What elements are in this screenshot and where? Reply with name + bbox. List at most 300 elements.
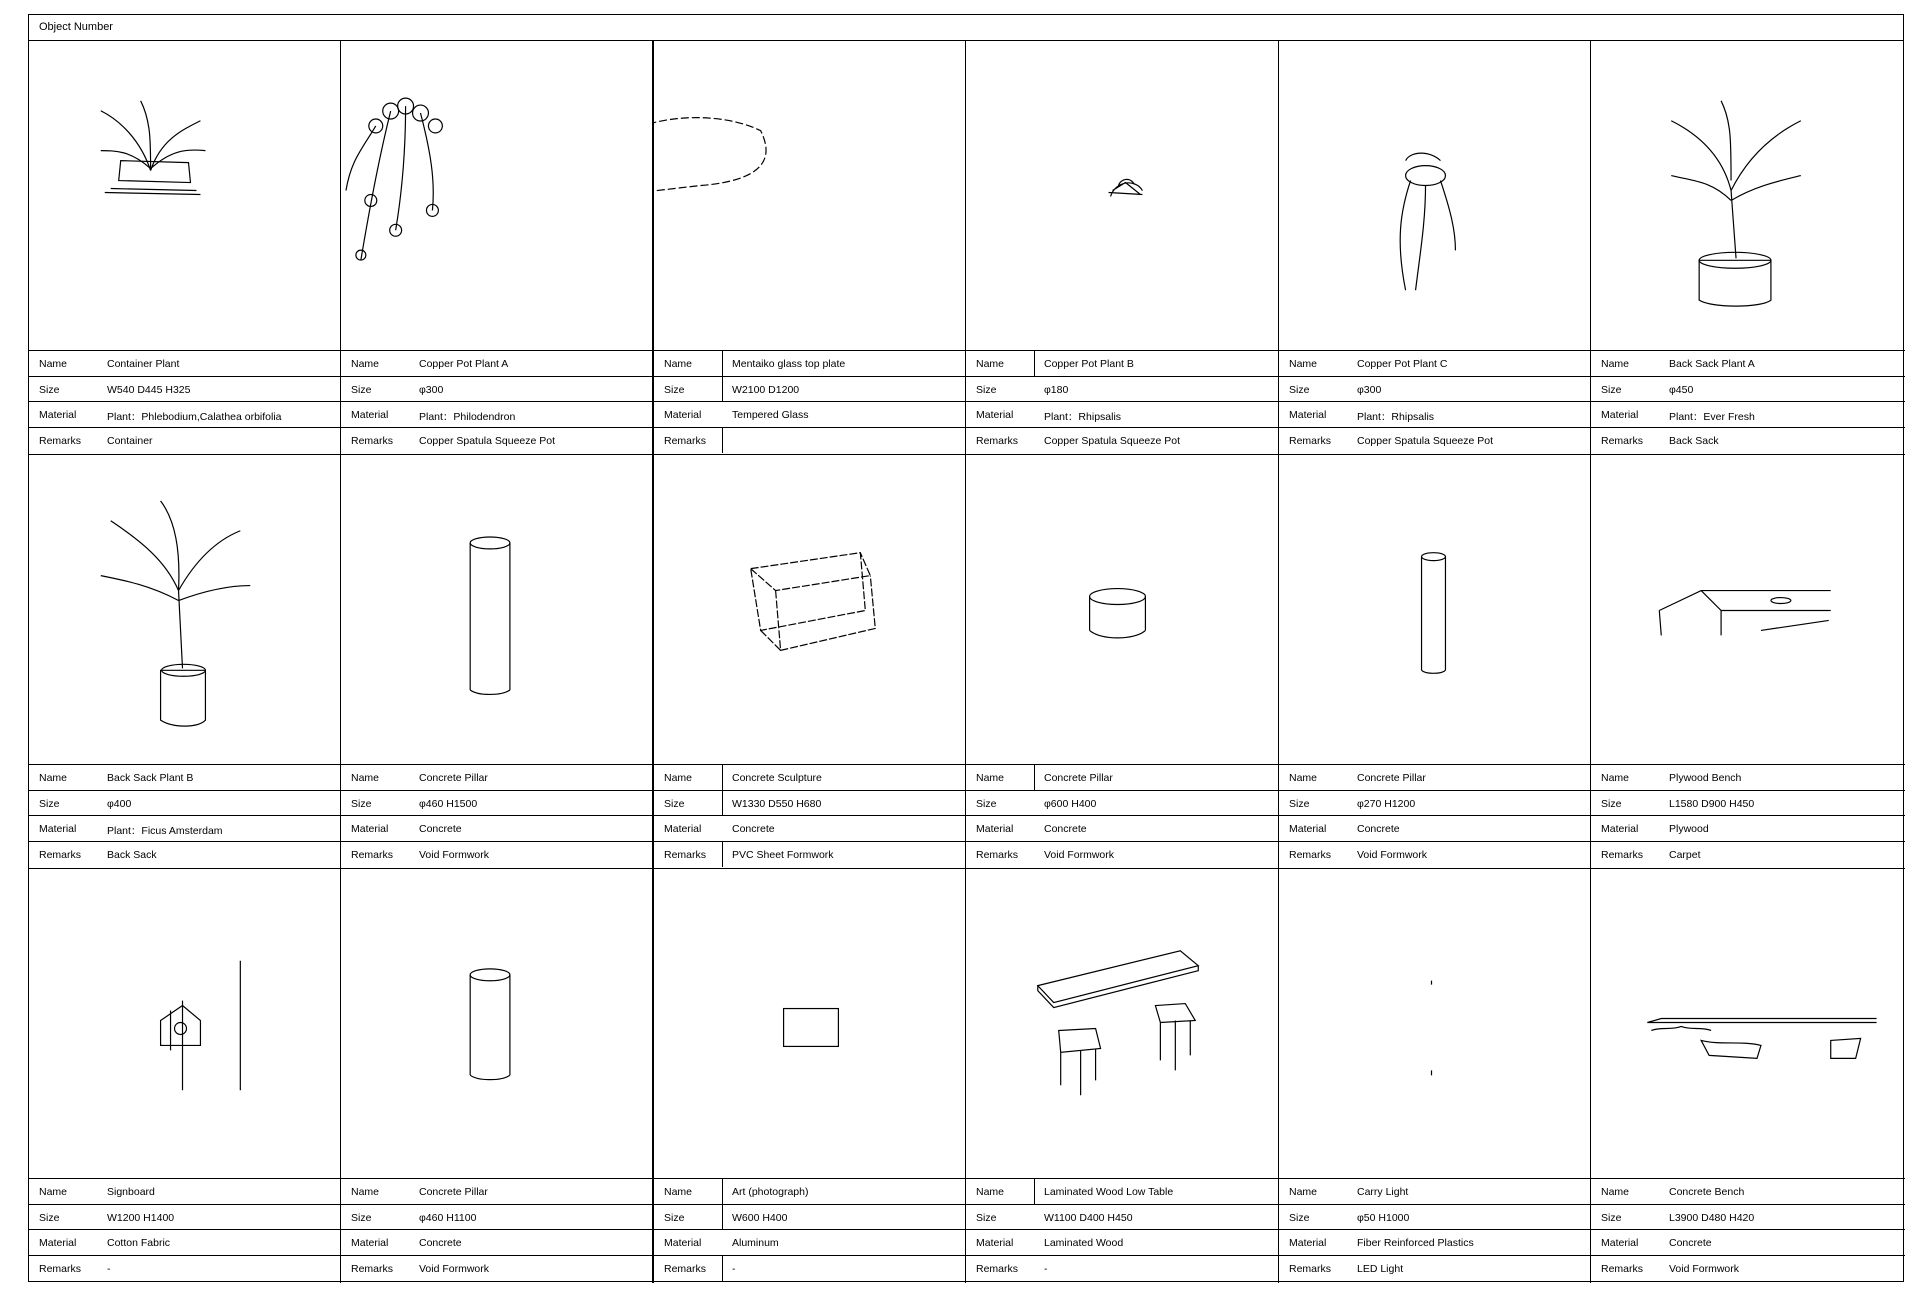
- object-spec-table: [966, 1179, 1278, 1281]
- object-spec-table: [966, 765, 1278, 867]
- spec-row-remarks: [341, 842, 652, 868]
- object-drawing-panel: [654, 869, 965, 1179]
- object-spec-table: [341, 351, 652, 453]
- spec-row-material: [1591, 816, 1905, 842]
- object-card: [1279, 455, 1591, 869]
- spec-row-remarks: [966, 1256, 1278, 1282]
- object-card: [29, 869, 341, 1283]
- object-drawing-panel: [966, 41, 1278, 351]
- spec-value-material: Plywood: [1669, 823, 1709, 835]
- spec-label-size: Size: [664, 1211, 685, 1224]
- spec-value-remarks: Container: [107, 434, 153, 447]
- spec-value-size: φ300: [419, 383, 444, 396]
- spec-row-material: [654, 1230, 965, 1256]
- object-drawing-panel: [1279, 41, 1590, 351]
- spec-row-size: [654, 791, 965, 817]
- spec-value-remarks: -: [1044, 1262, 1048, 1275]
- spec-label-name: Name: [976, 358, 1005, 370]
- spec-value-material: Tempered Glass: [732, 409, 809, 421]
- object-drawing-panel: [29, 41, 340, 351]
- spec-row-size: [966, 377, 1278, 403]
- object-drawing-panel: [966, 455, 1278, 765]
- spec-value-material: Plant：Ever Fresh: [1669, 411, 1755, 423]
- spec-row-size: [1279, 791, 1590, 817]
- spec-value-name: Signboard: [107, 1186, 155, 1198]
- spec-label-material: Material: [351, 409, 389, 421]
- object-spec-table: [1279, 1179, 1590, 1281]
- object-drawing-panel: [1279, 455, 1590, 765]
- art-frame-drawing: [654, 869, 965, 1178]
- spec-row-remarks: [1591, 842, 1905, 868]
- column-divider: [1034, 351, 1035, 376]
- spec-label-size: Size: [664, 797, 685, 810]
- spec-label-remarks: Remarks: [664, 434, 707, 447]
- spec-label-remarks: Remarks: [39, 434, 82, 447]
- spec-row-material: [29, 1230, 340, 1256]
- sheet-title: Object Number: [39, 21, 113, 33]
- spec-value-name: Concrete Bench: [1669, 1186, 1745, 1198]
- spec-value-size: φ450: [1669, 383, 1694, 396]
- spec-value-name: Copper Pot Plant B: [1044, 358, 1134, 370]
- spec-row-remarks: [1591, 1256, 1905, 1282]
- spec-label-name: Name: [1289, 358, 1318, 370]
- spec-label-remarks: Remarks: [1289, 848, 1332, 861]
- spec-row-size: [29, 377, 340, 403]
- spec-value-remarks: Void Formwork: [1669, 1262, 1740, 1275]
- spec-label-remarks: Remarks: [1601, 1262, 1644, 1275]
- spec-label-name: Name: [351, 1186, 380, 1198]
- spec-label-name: Name: [1601, 358, 1630, 370]
- spec-row-material: [29, 816, 340, 842]
- spec-value-remarks: Back Sack: [1669, 434, 1719, 447]
- spec-row-material: [341, 816, 652, 842]
- column-divider: [722, 1256, 723, 1282]
- object-spec-table: [29, 765, 340, 867]
- spec-value-material: Concrete: [1357, 823, 1400, 835]
- spec-row-size: [654, 377, 965, 403]
- spec-row-remarks: [654, 428, 965, 454]
- spec-label-material: Material: [1289, 1237, 1327, 1249]
- column-divider: [722, 791, 723, 816]
- spec-value-remarks: Void Formwork: [1044, 848, 1115, 861]
- spec-label-size: Size: [39, 383, 60, 396]
- spec-value-size: φ400: [107, 797, 132, 810]
- spec-row-name: [966, 765, 1278, 791]
- spec-row-name: [654, 765, 965, 791]
- spec-value-material: Concrete: [1669, 1237, 1712, 1249]
- spec-value-name: Concrete Sculpture: [732, 772, 822, 784]
- spec-label-remarks: Remarks: [976, 848, 1019, 861]
- spec-row-size: [1591, 791, 1905, 817]
- spec-value-name: Carry Light: [1357, 1186, 1409, 1198]
- container-plant-drawing: [29, 41, 340, 350]
- object-drawing-panel: [341, 455, 652, 765]
- spec-value-material: Aluminum: [732, 1237, 779, 1249]
- spec-label-name: Name: [351, 358, 380, 370]
- spec-label-remarks: Remarks: [976, 434, 1019, 447]
- spec-row-name: [966, 1179, 1278, 1205]
- spec-label-name: Name: [1601, 772, 1630, 784]
- spec-row-size: [1279, 1205, 1590, 1231]
- spec-row-remarks: [29, 428, 340, 454]
- object-drawing-panel: [654, 455, 965, 765]
- spec-label-material: Material: [351, 823, 389, 835]
- object-drawing-panel: [341, 869, 652, 1179]
- object-drawing-panel: [29, 869, 340, 1179]
- spec-label-remarks: Remarks: [1601, 434, 1644, 447]
- spec-label-name: Name: [976, 1186, 1005, 1198]
- object-spec-table: [654, 351, 965, 453]
- object-card: [1591, 455, 1905, 869]
- spec-label-size: Size: [39, 1211, 60, 1224]
- object-card: [29, 41, 341, 455]
- carry-light-drawing: [1279, 869, 1590, 1178]
- object-spec-table: [1279, 351, 1590, 453]
- spec-row-size: [966, 791, 1278, 817]
- spec-label-size: Size: [351, 383, 372, 396]
- spec-value-size: φ270 H1200: [1357, 797, 1416, 810]
- spec-label-name: Name: [664, 772, 693, 784]
- object-spec-table: [1591, 765, 1905, 867]
- spec-value-name: Mentaiko glass top plate: [732, 358, 846, 370]
- low-table-drawing: [966, 869, 1278, 1178]
- column-divider: [722, 765, 723, 790]
- column-divider: [722, 377, 723, 402]
- spec-label-size: Size: [1601, 383, 1622, 396]
- tall-pillar-drawing: [341, 455, 652, 764]
- spec-label-name: Name: [1601, 1186, 1630, 1198]
- spec-row-material: [341, 402, 652, 428]
- spec-value-size: φ300: [1357, 383, 1382, 396]
- spec-row-size: [341, 791, 652, 817]
- column-divider: [722, 842, 723, 868]
- spec-value-remarks: Carpet: [1669, 848, 1701, 861]
- spec-label-material: Material: [1601, 1237, 1639, 1249]
- spec-value-name: Concrete Pillar: [419, 772, 488, 784]
- spec-label-remarks: Remarks: [39, 848, 82, 861]
- signboard-drawing: [29, 869, 340, 1178]
- hanging-plant-drawing: [341, 41, 652, 350]
- spec-label-size: Size: [1289, 383, 1310, 396]
- spec-label-name: Name: [664, 358, 693, 370]
- spec-row-remarks: [341, 1256, 652, 1282]
- spec-row-material: [1279, 816, 1590, 842]
- concrete-block-drawing: [654, 455, 965, 764]
- spec-value-material: Concrete: [419, 823, 462, 835]
- object-drawing-panel: [1279, 869, 1590, 1179]
- column-divider: [722, 428, 723, 454]
- spec-label-remarks: Remarks: [351, 1262, 394, 1275]
- spec-label-material: Material: [976, 409, 1014, 421]
- spec-label-material: Material: [1289, 823, 1327, 835]
- spec-row-name: [341, 765, 652, 791]
- spec-value-remarks: LED Light: [1357, 1262, 1404, 1275]
- object-card: [654, 455, 966, 869]
- object-spec-table: [341, 1179, 652, 1281]
- spec-row-material: [1591, 402, 1905, 428]
- spec-value-size: W540 D445 H325: [107, 383, 191, 396]
- object-spec-table: [966, 351, 1278, 453]
- spec-value-name: Concrete Pillar: [1357, 772, 1426, 784]
- spec-label-remarks: Remarks: [1601, 848, 1644, 861]
- spec-label-material: Material: [39, 409, 77, 421]
- object-spec-table: [654, 765, 965, 867]
- spec-row-material: [654, 816, 965, 842]
- spec-row-size: [341, 1205, 652, 1231]
- spec-label-name: Name: [1289, 772, 1318, 784]
- spec-label-material: Material: [664, 1237, 702, 1249]
- spec-label-size: Size: [976, 797, 997, 810]
- spec-row-name: [1279, 351, 1590, 377]
- spec-value-name: Laminated Wood Low Table: [1044, 1186, 1174, 1198]
- spec-value-material: Plant：Philodendron: [419, 411, 516, 423]
- spec-value-size: W2100 D1200: [732, 383, 800, 396]
- spec-value-size: φ600 H400: [1044, 797, 1097, 810]
- object-card: [1279, 869, 1591, 1283]
- object-card: [1591, 41, 1905, 455]
- object-spec-table: [29, 351, 340, 453]
- spec-value-size: φ180: [1044, 383, 1069, 396]
- spec-row-material: [966, 1230, 1278, 1256]
- spec-row-remarks: [341, 428, 652, 454]
- spec-value-size: L3900 D480 H420: [1669, 1211, 1755, 1224]
- spec-label-material: Material: [664, 823, 702, 835]
- trailing-plant-drawing: [1279, 41, 1590, 350]
- spec-value-remarks: Back Sack: [107, 848, 157, 861]
- spec-label-remarks: Remarks: [976, 1262, 1019, 1275]
- spec-label-remarks: Remarks: [39, 1262, 82, 1275]
- spec-label-material: Material: [1289, 409, 1327, 421]
- spec-label-material: Material: [39, 823, 77, 835]
- spec-row-remarks: [29, 842, 340, 868]
- spec-value-name: Back Sack Plant B: [107, 772, 194, 784]
- column-divider: [1034, 1179, 1035, 1204]
- object-drawing-panel: [29, 455, 340, 765]
- potted-tree-drawing: [1591, 41, 1905, 350]
- spec-value-remarks: Void Formwork: [1357, 848, 1428, 861]
- object-card: [654, 869, 966, 1283]
- object-card: [341, 41, 654, 455]
- spec-value-material: Concrete: [732, 823, 775, 835]
- object-schedule-sheet: [28, 14, 1904, 1282]
- spec-row-material: [29, 402, 340, 428]
- object-drawing-panel: [966, 869, 1278, 1179]
- spec-row-name: [341, 1179, 652, 1205]
- spec-row-remarks: [1279, 842, 1590, 868]
- spec-row-name: [966, 351, 1278, 377]
- spec-label-material: Material: [1601, 409, 1639, 421]
- spec-row-remarks: [654, 1256, 965, 1282]
- column-divider: [722, 1179, 723, 1204]
- object-spec-table: [1279, 765, 1590, 867]
- spec-value-size: W1100 D400 H450: [1044, 1211, 1133, 1224]
- spec-row-size: [966, 1205, 1278, 1231]
- object-spec-table: [29, 1179, 340, 1281]
- spec-value-remarks: -: [107, 1262, 111, 1275]
- spec-value-name: Concrete Pillar: [1044, 772, 1113, 784]
- spec-row-size: [1279, 377, 1590, 403]
- spec-row-name: [1591, 351, 1905, 377]
- spec-label-remarks: Remarks: [664, 848, 707, 861]
- spec-value-material: Concrete: [419, 1237, 462, 1249]
- spec-row-size: [1591, 1205, 1905, 1231]
- spec-row-size: [341, 377, 652, 403]
- spec-row-name: [29, 1179, 340, 1205]
- object-card: [341, 455, 654, 869]
- spec-value-material: Plant：Rhipsalis: [1357, 411, 1435, 423]
- spec-row-name: [1591, 1179, 1905, 1205]
- spec-row-remarks: [1279, 428, 1590, 454]
- spec-label-remarks: Remarks: [1289, 434, 1332, 447]
- medium-pillar-drawing: [341, 869, 652, 1178]
- spec-label-material: Material: [351, 1237, 389, 1249]
- spec-row-material: [966, 402, 1278, 428]
- spec-label-remarks: Remarks: [1289, 1262, 1332, 1275]
- spec-row-remarks: [654, 842, 965, 868]
- spec-row-remarks: [966, 842, 1278, 868]
- spec-row-size: [29, 791, 340, 817]
- spec-value-remarks: PVC Sheet Formwork: [732, 848, 834, 861]
- spec-label-material: Material: [1601, 823, 1639, 835]
- object-spec-table: [1591, 1179, 1905, 1281]
- spec-label-material: Material: [664, 409, 702, 421]
- spec-row-name: [29, 765, 340, 791]
- object-card: [966, 869, 1279, 1283]
- spec-value-name: Copper Pot Plant A: [419, 358, 509, 370]
- spec-value-name: Art (photograph): [732, 1186, 809, 1198]
- spec-label-size: Size: [1601, 797, 1622, 810]
- spec-value-name: Copper Pot Plant C: [1357, 358, 1448, 370]
- column-divider: [722, 351, 723, 376]
- spec-row-material: [966, 816, 1278, 842]
- spec-label-name: Name: [351, 772, 380, 784]
- spec-value-size: W1330 D550 H680: [732, 797, 822, 810]
- spec-value-name: Concrete Pillar: [419, 1186, 488, 1198]
- spec-label-size: Size: [976, 383, 997, 396]
- object-card: [654, 41, 966, 455]
- spec-row-remarks: [966, 428, 1278, 454]
- object-drawing-panel: [654, 41, 965, 351]
- ficus-tree-drawing: [29, 455, 340, 764]
- spec-row-material: [654, 402, 965, 428]
- spec-label-size: Size: [351, 797, 372, 810]
- spec-row-name: [29, 351, 340, 377]
- plywood-bench-drawing: [1591, 455, 1905, 764]
- spec-row-name: [1279, 1179, 1590, 1205]
- spec-value-size: W1200 H1400: [107, 1211, 175, 1224]
- spec-row-size: [654, 1205, 965, 1231]
- spec-row-material: [1279, 1230, 1590, 1256]
- spec-label-name: Name: [664, 1186, 693, 1198]
- object-spec-table: [1591, 351, 1905, 453]
- concrete-bench-drawing: [1591, 869, 1905, 1178]
- spec-label-material: Material: [976, 1237, 1014, 1249]
- column-divider: [1034, 765, 1035, 790]
- object-card: [966, 455, 1279, 869]
- spec-label-name: Name: [39, 772, 68, 784]
- spec-value-material: Laminated Wood: [1044, 1237, 1124, 1249]
- spec-row-name: [654, 1179, 965, 1205]
- spec-value-size: φ50 H1000: [1357, 1211, 1410, 1224]
- spec-row-material: [1279, 402, 1590, 428]
- object-drawing-panel: [341, 41, 652, 351]
- spec-label-remarks: Remarks: [664, 1262, 707, 1275]
- object-card: [29, 455, 341, 869]
- sheet-header: [29, 15, 1903, 41]
- spec-label-size: Size: [39, 797, 60, 810]
- object-drawing-panel: [1591, 869, 1905, 1179]
- spec-value-material: Plant：Rhipsalis: [1044, 411, 1122, 423]
- spec-value-material: Cotton Fabric: [107, 1237, 171, 1249]
- spec-row-remarks: [29, 1256, 340, 1282]
- column-divider: [722, 1205, 723, 1230]
- glass-plate-drawing: [654, 41, 965, 350]
- spec-label-name: Name: [39, 1186, 68, 1198]
- spec-value-size: φ460 H1500: [419, 797, 478, 810]
- spec-value-material: Concrete: [1044, 823, 1087, 835]
- object-card: [341, 869, 654, 1283]
- spec-row-name: [1591, 765, 1905, 791]
- spec-value-remarks: Void Formwork: [419, 848, 490, 861]
- object-spec-table: [341, 765, 652, 867]
- spec-label-size: Size: [1289, 1211, 1310, 1224]
- spec-value-remarks: Copper Spatula Squeeze Pot: [1357, 434, 1494, 447]
- spec-label-material: Material: [39, 1237, 77, 1249]
- spec-value-size: W600 H400: [732, 1211, 788, 1224]
- spec-value-remarks: Copper Spatula Squeeze Pot: [1044, 434, 1181, 447]
- spec-row-material: [1591, 1230, 1905, 1256]
- spec-value-name: Plywood Bench: [1669, 772, 1742, 784]
- object-drawing-panel: [1591, 41, 1905, 351]
- short-pillar-drawing: [966, 455, 1278, 764]
- spec-row-remarks: [1591, 428, 1905, 454]
- spec-row-name: [341, 351, 652, 377]
- thin-pillar-drawing: [1279, 455, 1590, 764]
- spec-label-remarks: Remarks: [351, 434, 394, 447]
- spec-label-size: Size: [976, 1211, 997, 1224]
- spec-value-material: Fiber Reinforced Plastics: [1357, 1237, 1474, 1249]
- spec-label-name: Name: [39, 358, 68, 370]
- object-card: [966, 41, 1279, 455]
- spec-label-material: Material: [976, 823, 1014, 835]
- spec-value-material: Plant：Phlebodium,Calathea orbifolia: [107, 411, 282, 423]
- spec-label-remarks: Remarks: [351, 848, 394, 861]
- spec-value-size: φ460 H1100: [419, 1211, 477, 1224]
- spec-label-size: Size: [351, 1211, 372, 1224]
- spec-label-size: Size: [1601, 1211, 1622, 1224]
- spec-row-size: [29, 1205, 340, 1231]
- spec-value-remarks: Void Formwork: [419, 1262, 490, 1275]
- object-spec-table: [654, 1179, 965, 1281]
- object-card: [1591, 869, 1905, 1283]
- object-card: [1279, 41, 1591, 455]
- spec-value-material: Plant：Ficus Amsterdam: [107, 825, 223, 837]
- small-plant-drawing: [966, 41, 1278, 350]
- spec-value-remarks: -: [732, 1262, 736, 1275]
- spec-row-remarks: [1279, 1256, 1590, 1282]
- spec-row-size: [1591, 377, 1905, 403]
- spec-value-name: Container Plant: [107, 358, 180, 370]
- spec-value-size: L1580 D900 H450: [1669, 797, 1755, 810]
- spec-row-material: [341, 1230, 652, 1256]
- spec-label-size: Size: [1289, 797, 1310, 810]
- spec-row-name: [1279, 765, 1590, 791]
- spec-label-size: Size: [664, 383, 685, 396]
- spec-row-name: [654, 351, 965, 377]
- spec-label-name: Name: [976, 772, 1005, 784]
- object-drawing-panel: [1591, 455, 1905, 765]
- spec-label-name: Name: [1289, 1186, 1318, 1198]
